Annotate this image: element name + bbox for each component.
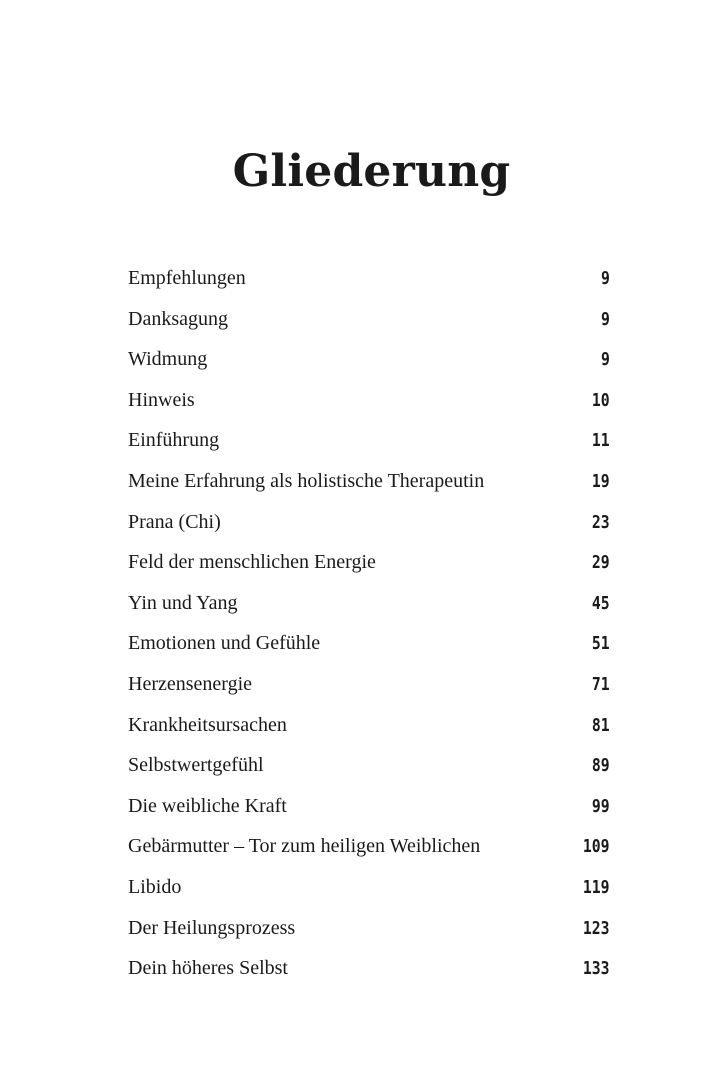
toc-entry bbox=[128, 705, 610, 746]
page-title: Gliederung bbox=[232, 146, 511, 197]
toc-entry-page: 123 bbox=[583, 917, 610, 939]
toc-entry bbox=[128, 786, 610, 827]
toc-entry-page: 10 bbox=[592, 389, 610, 411]
toc-entry bbox=[128, 420, 610, 461]
toc-entry-page: 9 bbox=[601, 349, 610, 371]
toc-entry-title: Selbstwertgefühl bbox=[128, 754, 264, 777]
toc-entry bbox=[128, 745, 610, 786]
toc-entry-title: Yin und Yang bbox=[128, 591, 238, 614]
toc-entry-page: 133 bbox=[583, 958, 610, 980]
toc-entry-page: 81 bbox=[592, 714, 610, 736]
toc-entry-page: 71 bbox=[592, 673, 610, 695]
toc-entry-title: Prana (Chi) bbox=[128, 510, 221, 533]
toc-entry-title: Meine Erfahrung als holistische Therapeutin bbox=[128, 469, 485, 492]
toc-entry-page: 29 bbox=[592, 552, 610, 574]
toc-entry bbox=[128, 948, 610, 989]
toc-entry-title: Widmung bbox=[128, 348, 208, 371]
toc-entry bbox=[128, 380, 610, 421]
toc-entry-title: Herzensenergie bbox=[128, 672, 253, 695]
toc-entry-page: 23 bbox=[592, 511, 610, 533]
toc-entry bbox=[128, 542, 610, 583]
toc-entry-title: Einführung bbox=[128, 429, 220, 452]
toc-entry-title: Dein höheres Selbst bbox=[128, 957, 288, 980]
toc-entry-page: 51 bbox=[592, 633, 610, 655]
toc-entry-title: Gebärmutter – Tor zum heiligen Weiblichen bbox=[128, 835, 481, 858]
toc-entry bbox=[128, 908, 610, 949]
toc-entry-title: Hinweis bbox=[128, 388, 195, 411]
toc-entry bbox=[128, 826, 610, 867]
toc-entry-title: Der Heilungsprozess bbox=[128, 916, 296, 939]
toc-entry bbox=[128, 502, 610, 543]
toc-entry bbox=[128, 461, 610, 502]
toc-entry-page: 9 bbox=[601, 308, 610, 330]
toc-entry-title: Empfehlungen bbox=[128, 267, 246, 289]
toc-entry bbox=[128, 339, 610, 380]
toc-entry-page: 99 bbox=[592, 795, 610, 817]
toc-entry-title: Die weibliche Kraft bbox=[128, 794, 287, 817]
toc-entry-title: Danksagung bbox=[128, 307, 228, 330]
toc-entry-page: 119 bbox=[583, 876, 610, 898]
toc-entry bbox=[128, 623, 610, 664]
toc-entry-title: Feld der menschlichen Energie bbox=[128, 551, 376, 574]
toc-entry-page: 109 bbox=[583, 836, 610, 858]
toc-entry-page: 9 bbox=[601, 268, 610, 289]
toc-entry-title: Emotionen und Gefühle bbox=[128, 632, 321, 655]
toc-entry bbox=[128, 299, 610, 340]
table-of-contents bbox=[128, 258, 610, 989]
toc-entry bbox=[128, 867, 610, 908]
toc-entry-page: 45 bbox=[592, 592, 610, 614]
toc-entry bbox=[128, 664, 610, 705]
toc-entry-page: 19 bbox=[592, 470, 610, 492]
toc-entry-title: Libido bbox=[128, 875, 182, 898]
toc-entry bbox=[128, 583, 610, 624]
toc-entry-title: Krankheitsursachen bbox=[128, 713, 287, 736]
toc-entry-page: 89 bbox=[592, 755, 610, 777]
toc-entry-page: 11 bbox=[592, 430, 610, 452]
toc-entry bbox=[128, 258, 610, 299]
